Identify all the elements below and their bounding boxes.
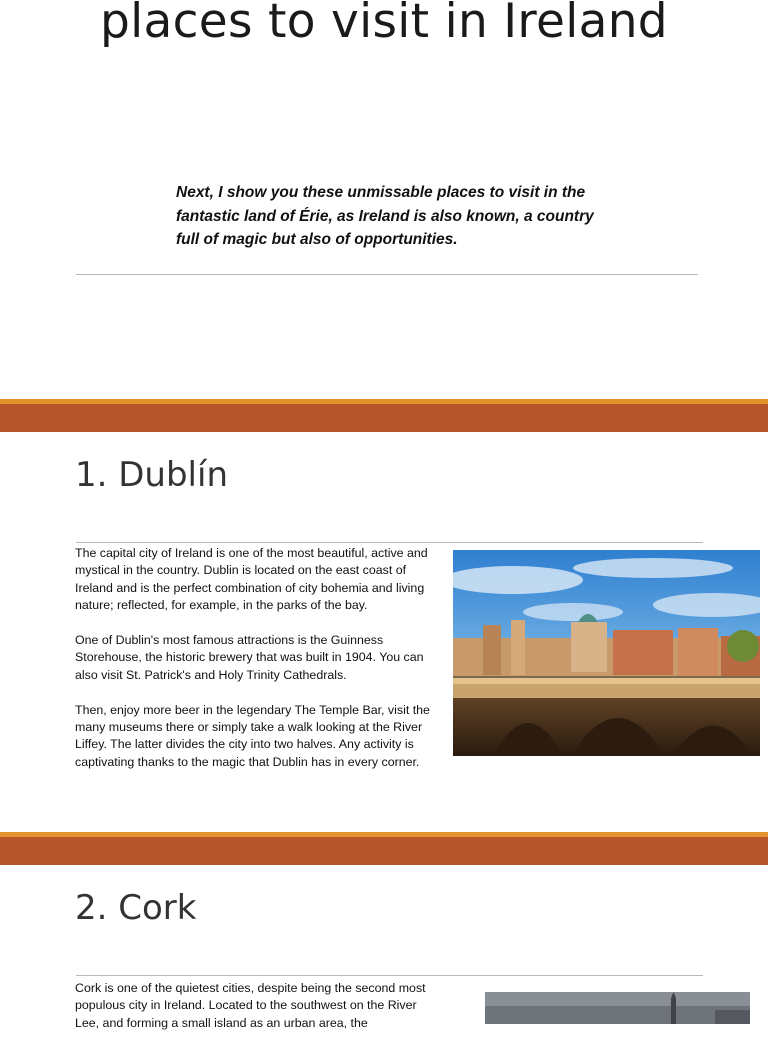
intro-divider [76,274,698,275]
cork-paragraph-1: Cork is one of the quietest cities, despite being the second most populous city in Ireland. Located to the southwest on the River Lee, and forming a small island as an urban area, the [75,981,426,1030]
dublin-paragraph-3: Then, enjoy more beer in the legendary The Temple Bar, visit the many museums there or simply take a walk looking at the River Liffey. The latter divides the city into two halves. Any activity is captivating thanks to the magic that Dublin has in every corner. [75,702,430,769]
page-title: places to visit in Ireland [100,0,668,49]
section-heading-dublin: 1. Dublín [75,455,228,495]
intro-text: Next, I show you these unmissable places to visit in the fantastic land of Érie, as Ireland is also known, a country full of magic but also of opportunities. [176,184,594,248]
section-band-cork [0,832,768,865]
dublin-paragraph-2: One of Dublin's most famous attractions is the Guinness Storehouse, the historic brewery that was built in 1904. You can also visit St. Patrick's and Holy Trinity Cathedrals. [75,633,424,682]
section-heading-cork: 2. Cork [75,888,197,928]
section-body-cork [75,980,443,1050]
section-divider-dublin [76,542,703,543]
section-body-dublin [75,545,443,789]
cork-photo [485,992,750,1024]
section-band-dublin [0,399,768,432]
dublin-photo [453,550,760,756]
dublin-paragraph-1: The capital city of Ireland is one of the most beautiful, active and mystical in the country. Dublin is located on the east coast of Ireland and is the perfect combination of city bohemia and living nature; reflected, for example, in the parks of the bay. [75,546,428,613]
section-divider-cork [76,975,703,976]
